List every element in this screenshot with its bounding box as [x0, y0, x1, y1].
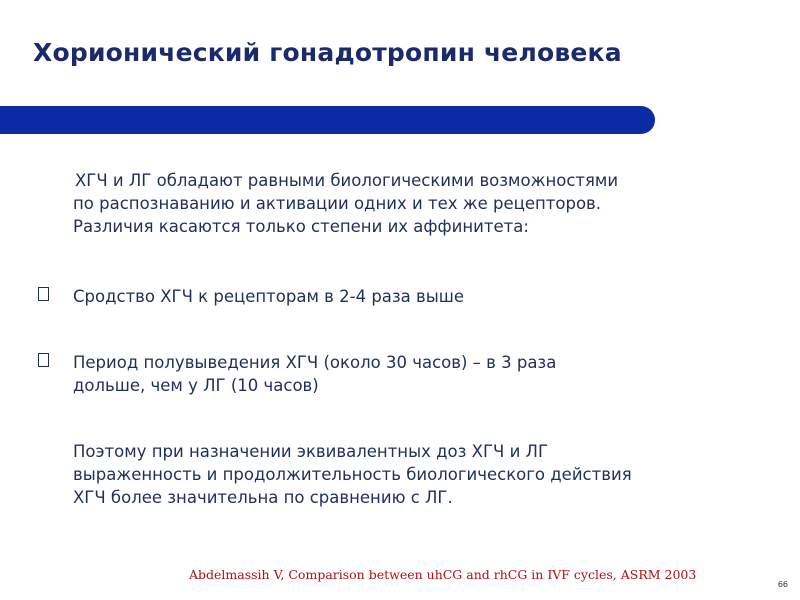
page-number: 66 — [777, 580, 788, 589]
intro-line: по распознаванию и активации одних и тех же рецепторов. — [73, 194, 602, 213]
intro-line: Различия касаются только степени их аффинитета: — [73, 217, 529, 236]
citation: Abdelmassih V, Comparison between uhCG and rhCG in IVF cycles, ASRM 2003 — [189, 567, 697, 582]
intro-line: ХГЧ и ЛГ обладают равными биологическими возможностями — [75, 171, 619, 190]
slide-title: Хорионический гонадотропин человека — [33, 38, 622, 67]
bullet-text — [73, 285, 673, 308]
bullet-line: Период полувыведения ХГЧ (около 30 часов) – в 3 раза — [73, 353, 557, 372]
bullet-box-icon — [38, 353, 49, 367]
conclusion-line: выраженность и продолжительность биологического действия — [73, 465, 632, 484]
bullet-text — [73, 351, 673, 397]
conclusion-paragraph — [73, 440, 713, 509]
conclusion-line: Поэтому при назначении эквивалентных доз ХГЧ и ЛГ — [73, 442, 549, 461]
bullet-box-icon — [38, 287, 49, 301]
conclusion-line: ХГЧ более значительна по сравнению с ЛГ. — [73, 488, 453, 507]
intro-paragraph — [73, 169, 713, 238]
title-underline-bar — [0, 106, 655, 134]
bullet-line: дольше, чем у ЛГ (10 часов) — [73, 376, 319, 395]
bullet-line: Сродство ХГЧ к рецепторам в 2-4 раза выше — [73, 287, 465, 306]
